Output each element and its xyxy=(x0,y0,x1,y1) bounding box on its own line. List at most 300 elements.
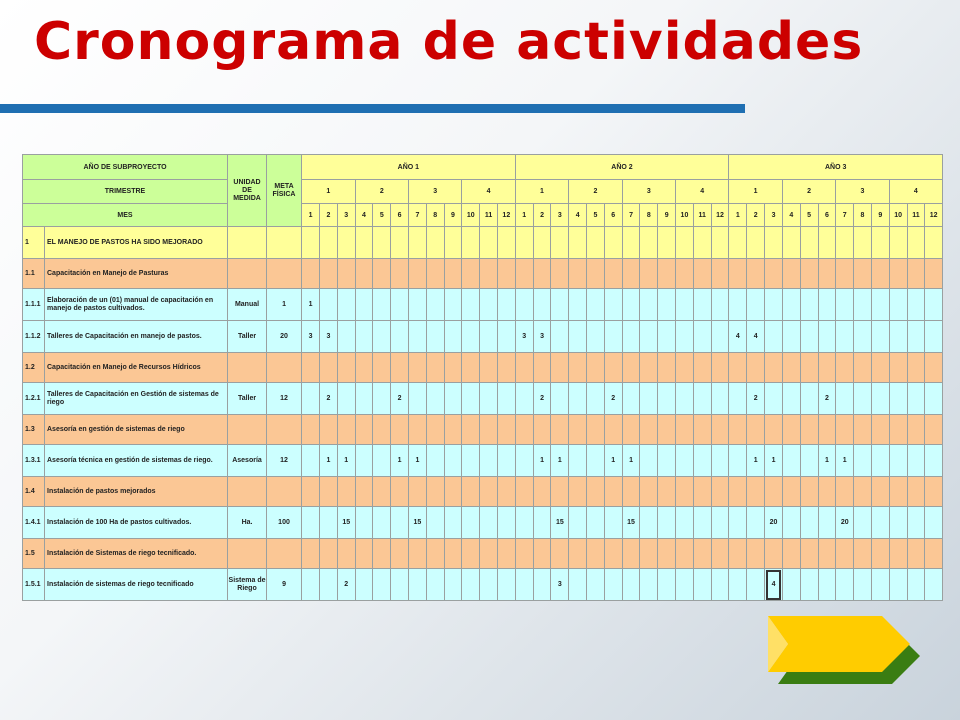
next-slide-button[interactable] xyxy=(764,612,924,688)
month-cell xyxy=(515,353,533,383)
month-cell xyxy=(658,259,676,289)
month-cell xyxy=(622,227,640,259)
month-cell xyxy=(854,415,872,445)
month-cell xyxy=(693,415,711,445)
month-cell xyxy=(907,445,925,477)
month-cell xyxy=(426,289,444,321)
month-cell xyxy=(782,289,800,321)
month-cell xyxy=(871,539,889,569)
month-cell xyxy=(640,477,658,507)
month-cell xyxy=(515,227,533,259)
month-cell xyxy=(729,569,747,601)
month-cell xyxy=(373,227,391,259)
header-month-number: 10 xyxy=(889,204,907,227)
month-cell xyxy=(551,539,569,569)
month-cell xyxy=(676,321,694,353)
month-cell xyxy=(907,507,925,539)
month-cell xyxy=(622,569,640,601)
month-cell xyxy=(747,507,765,539)
month-cell xyxy=(622,415,640,445)
month-cell: 1 xyxy=(622,445,640,477)
month-cell xyxy=(302,507,320,539)
month-cell xyxy=(889,383,907,415)
month-cell xyxy=(871,383,889,415)
month-cell xyxy=(800,289,818,321)
month-cell xyxy=(854,507,872,539)
month-cell xyxy=(676,507,694,539)
month-cell xyxy=(604,227,622,259)
row-unit xyxy=(228,415,267,445)
month-cell xyxy=(533,353,551,383)
month-cell xyxy=(889,227,907,259)
header-quarter-number: 1 xyxy=(515,180,569,204)
month-cell xyxy=(497,507,515,539)
header-month-number: 4 xyxy=(782,204,800,227)
month-cell xyxy=(320,227,338,259)
month-cell: 1 xyxy=(533,445,551,477)
row-goal xyxy=(267,259,302,289)
month-cell xyxy=(711,569,729,601)
month-cell xyxy=(658,507,676,539)
month-cell xyxy=(391,415,409,445)
month-cell xyxy=(693,289,711,321)
month-cell xyxy=(711,477,729,507)
month-cell xyxy=(551,477,569,507)
header-month-number: 11 xyxy=(907,204,925,227)
month-cell xyxy=(640,289,658,321)
month-cell xyxy=(676,445,694,477)
month-cell xyxy=(907,227,925,259)
month-cell xyxy=(871,353,889,383)
month-cell xyxy=(711,227,729,259)
month-cell xyxy=(854,289,872,321)
month-cell: 3 xyxy=(533,321,551,353)
row-goal: 1 xyxy=(267,289,302,321)
month-cell xyxy=(444,289,462,321)
month-cell xyxy=(569,445,587,477)
month-cell xyxy=(658,353,676,383)
month-cell xyxy=(391,321,409,353)
month-cell: 1 xyxy=(765,445,783,477)
month-cell xyxy=(462,227,480,259)
header-quarter-number: 1 xyxy=(302,180,356,204)
month-cell xyxy=(533,569,551,601)
month-cell xyxy=(676,383,694,415)
row-activity: Elaboración de un (01) manual de capacitación en manejo de pastos cultivados. xyxy=(45,289,228,321)
header-month-number: 5 xyxy=(373,204,391,227)
month-cell: 4 xyxy=(729,321,747,353)
month-cell: 1 xyxy=(551,445,569,477)
month-cell xyxy=(889,539,907,569)
month-cell xyxy=(925,227,943,259)
month-cell xyxy=(836,289,854,321)
month-cell xyxy=(587,383,605,415)
month-cell xyxy=(765,289,783,321)
month-cell xyxy=(604,477,622,507)
month-cell xyxy=(302,569,320,601)
row-unit: Taller xyxy=(228,383,267,415)
schedule-row xyxy=(23,477,943,507)
month-cell xyxy=(337,477,355,507)
month-cell: 3 xyxy=(320,321,338,353)
header-quarter-number: 2 xyxy=(569,180,622,204)
month-cell: 15 xyxy=(337,507,355,539)
month-cell xyxy=(854,259,872,289)
month-cell xyxy=(320,507,338,539)
month-cell xyxy=(426,353,444,383)
month-cell xyxy=(373,321,391,353)
month-cell xyxy=(391,569,409,601)
month-cell xyxy=(676,569,694,601)
month-cell xyxy=(569,289,587,321)
month-cell xyxy=(729,477,747,507)
schedule-row xyxy=(23,415,943,445)
month-cell xyxy=(569,353,587,383)
month-cell xyxy=(337,321,355,353)
month-cell xyxy=(426,507,444,539)
row-code: 1.5.1 xyxy=(23,569,45,601)
month-cell xyxy=(497,289,515,321)
schedule-row xyxy=(23,539,943,569)
month-cell: 2 xyxy=(818,383,836,415)
row-code: 1.1.2 xyxy=(23,321,45,353)
month-cell xyxy=(676,477,694,507)
month-cell xyxy=(658,383,676,415)
month-cell xyxy=(800,321,818,353)
month-cell xyxy=(818,259,836,289)
month-cell xyxy=(925,383,943,415)
month-cell xyxy=(854,321,872,353)
month-cell xyxy=(622,321,640,353)
month-cell: 20 xyxy=(765,507,783,539)
month-cell xyxy=(373,353,391,383)
month-cell xyxy=(391,227,409,259)
month-cell xyxy=(818,227,836,259)
month-cell xyxy=(533,415,551,445)
month-cell xyxy=(462,445,480,477)
month-cell xyxy=(604,507,622,539)
schedule-row xyxy=(23,569,943,601)
month-cell xyxy=(782,383,800,415)
month-cell xyxy=(729,539,747,569)
month-cell xyxy=(747,227,765,259)
header-month-number: 12 xyxy=(925,204,943,227)
month-cell xyxy=(337,353,355,383)
month-cell xyxy=(747,289,765,321)
slide-title: Cronograma de actividades xyxy=(34,12,864,72)
month-cell xyxy=(836,569,854,601)
month-cell: 2 xyxy=(604,383,622,415)
month-cell xyxy=(693,321,711,353)
month-cell xyxy=(818,321,836,353)
month-cell xyxy=(604,259,622,289)
month-cell xyxy=(640,507,658,539)
month-cell xyxy=(444,259,462,289)
month-cell xyxy=(800,569,818,601)
month-cell xyxy=(871,227,889,259)
month-cell xyxy=(925,321,943,353)
month-cell xyxy=(907,415,925,445)
month-cell xyxy=(836,383,854,415)
month-cell xyxy=(604,289,622,321)
header-year: AÑO 1 xyxy=(302,155,516,180)
month-cell xyxy=(729,289,747,321)
month-cell xyxy=(515,507,533,539)
month-cell xyxy=(871,569,889,601)
month-cell xyxy=(409,353,427,383)
header-month-number: 5 xyxy=(587,204,605,227)
month-cell xyxy=(480,353,498,383)
month-cell xyxy=(551,227,569,259)
header-month-number: 10 xyxy=(462,204,480,227)
month-cell xyxy=(889,259,907,289)
row-goal xyxy=(267,415,302,445)
month-cell xyxy=(497,445,515,477)
month-cell xyxy=(373,569,391,601)
month-cell xyxy=(587,539,605,569)
header-month-number: 3 xyxy=(765,204,783,227)
header-quarter-number: 3 xyxy=(409,180,462,204)
row-goal xyxy=(267,353,302,383)
month-cell xyxy=(871,321,889,353)
month-cell xyxy=(711,289,729,321)
month-cell xyxy=(444,445,462,477)
row-activity: Instalación de 100 Ha de pastos cultivados. xyxy=(45,507,228,539)
month-cell: 1 xyxy=(604,445,622,477)
month-cell xyxy=(569,259,587,289)
schedule-table xyxy=(22,154,940,592)
month-cell xyxy=(658,445,676,477)
month-cell: 1 xyxy=(409,445,427,477)
row-activity: EL MANEJO DE PASTOS HA SIDO MEJORADO xyxy=(45,227,228,259)
month-cell xyxy=(854,353,872,383)
month-cell xyxy=(854,227,872,259)
month-cell xyxy=(515,477,533,507)
month-cell xyxy=(373,259,391,289)
header-quarter-number: 1 xyxy=(729,180,783,204)
month-cell xyxy=(782,539,800,569)
row-unit: Taller xyxy=(228,321,267,353)
month-cell xyxy=(480,321,498,353)
month-cell xyxy=(782,259,800,289)
month-cell xyxy=(569,477,587,507)
month-cell xyxy=(355,477,373,507)
month-cell xyxy=(462,507,480,539)
month-cell xyxy=(711,383,729,415)
month-cell xyxy=(640,227,658,259)
schedule-row xyxy=(23,383,943,415)
month-cell xyxy=(693,353,711,383)
row-code: 1.1.1 xyxy=(23,289,45,321)
month-cell xyxy=(889,569,907,601)
month-cell xyxy=(907,321,925,353)
month-cell xyxy=(889,353,907,383)
header-unit: UNIDAD DE MEDIDA xyxy=(228,155,267,227)
month-cell xyxy=(497,227,515,259)
month-cell xyxy=(320,477,338,507)
header-month-number: 11 xyxy=(480,204,498,227)
month-cell xyxy=(818,539,836,569)
row-code: 1.3 xyxy=(23,415,45,445)
month-cell xyxy=(800,353,818,383)
month-cell xyxy=(569,539,587,569)
month-cell xyxy=(889,507,907,539)
row-code: 1.4.1 xyxy=(23,507,45,539)
month-cell xyxy=(836,415,854,445)
month-cell xyxy=(320,289,338,321)
month-cell xyxy=(925,259,943,289)
month-cell xyxy=(444,477,462,507)
month-cell xyxy=(818,289,836,321)
month-cell xyxy=(533,507,551,539)
month-cell xyxy=(765,477,783,507)
month-cell: 2 xyxy=(391,383,409,415)
month-cell xyxy=(587,507,605,539)
month-cell xyxy=(320,539,338,569)
month-cell xyxy=(782,445,800,477)
month-cell xyxy=(907,383,925,415)
month-cell xyxy=(693,539,711,569)
month-cell xyxy=(497,383,515,415)
month-cell xyxy=(533,227,551,259)
row-unit: Ha. xyxy=(228,507,267,539)
header-year: AÑO 2 xyxy=(515,155,729,180)
month-cell xyxy=(587,227,605,259)
month-cell xyxy=(658,539,676,569)
month-cell xyxy=(302,259,320,289)
header-month-number: 3 xyxy=(551,204,569,227)
month-cell xyxy=(515,539,533,569)
header-month-number: 2 xyxy=(533,204,551,227)
month-cell xyxy=(551,259,569,289)
month-cell xyxy=(693,445,711,477)
header-month-number: 12 xyxy=(711,204,729,227)
month-cell xyxy=(373,383,391,415)
month-cell xyxy=(302,353,320,383)
month-cell xyxy=(765,353,783,383)
month-cell xyxy=(676,227,694,259)
month-cell xyxy=(658,569,676,601)
header-quarter-number: 3 xyxy=(622,180,675,204)
month-cell xyxy=(444,383,462,415)
month-cell xyxy=(836,321,854,353)
header-month-number: 6 xyxy=(604,204,622,227)
month-cell xyxy=(302,415,320,445)
month-cell xyxy=(854,383,872,415)
row-code: 1.2.1 xyxy=(23,383,45,415)
month-cell xyxy=(640,259,658,289)
month-cell xyxy=(836,259,854,289)
month-cell xyxy=(497,415,515,445)
month-cell xyxy=(800,259,818,289)
month-cell xyxy=(622,259,640,289)
header-quarter-number: 3 xyxy=(836,180,889,204)
month-cell xyxy=(480,507,498,539)
month-cell xyxy=(373,539,391,569)
month-cell xyxy=(480,477,498,507)
month-cell xyxy=(871,415,889,445)
month-cell xyxy=(426,259,444,289)
header-month-number: 8 xyxy=(640,204,658,227)
month-cell xyxy=(658,477,676,507)
month-cell: 4 xyxy=(765,569,783,601)
month-cell xyxy=(765,383,783,415)
month-cell: 3 xyxy=(551,569,569,601)
month-cell xyxy=(444,227,462,259)
month-cell xyxy=(729,353,747,383)
month-cell xyxy=(480,445,498,477)
month-cell xyxy=(604,539,622,569)
header-quarter-number: 4 xyxy=(462,180,515,204)
month-cell xyxy=(729,259,747,289)
month-cell xyxy=(551,321,569,353)
month-cell xyxy=(604,415,622,445)
month-cell xyxy=(587,259,605,289)
month-cell xyxy=(747,477,765,507)
month-cell xyxy=(854,445,872,477)
row-activity: Talleres de Capacitación en manejo de pastos. xyxy=(45,321,228,353)
month-cell xyxy=(355,415,373,445)
row-code: 1.1 xyxy=(23,259,45,289)
month-cell xyxy=(907,569,925,601)
month-cell xyxy=(889,415,907,445)
month-cell xyxy=(337,415,355,445)
row-goal: 12 xyxy=(267,445,302,477)
month-cell xyxy=(658,415,676,445)
row-goal: 9 xyxy=(267,569,302,601)
month-cell xyxy=(889,445,907,477)
month-cell xyxy=(622,539,640,569)
header-quarter-number: 2 xyxy=(355,180,408,204)
month-cell xyxy=(337,383,355,415)
month-cell xyxy=(622,383,640,415)
month-cell xyxy=(302,539,320,569)
month-cell xyxy=(640,353,658,383)
month-cell xyxy=(373,477,391,507)
row-code: 1.2 xyxy=(23,353,45,383)
month-cell xyxy=(800,507,818,539)
month-cell xyxy=(925,569,943,601)
month-cell xyxy=(640,569,658,601)
month-cell xyxy=(355,353,373,383)
month-cell xyxy=(871,507,889,539)
month-cell xyxy=(587,477,605,507)
month-cell xyxy=(320,353,338,383)
month-cell xyxy=(711,321,729,353)
month-cell xyxy=(658,289,676,321)
month-cell xyxy=(569,415,587,445)
month-cell xyxy=(711,539,729,569)
month-cell xyxy=(355,289,373,321)
month-cell xyxy=(515,569,533,601)
month-cell xyxy=(551,383,569,415)
row-activity: Capacitación en Manejo de Pasturas xyxy=(45,259,228,289)
month-cell xyxy=(480,227,498,259)
month-cell xyxy=(711,415,729,445)
month-cell: 2 xyxy=(533,383,551,415)
month-cell xyxy=(676,415,694,445)
month-cell xyxy=(889,321,907,353)
month-cell xyxy=(355,507,373,539)
month-cell xyxy=(693,383,711,415)
header-goal: META FÍSICA xyxy=(267,155,302,227)
row-unit xyxy=(228,539,267,569)
month-cell xyxy=(604,353,622,383)
month-cell xyxy=(569,383,587,415)
month-cell xyxy=(818,477,836,507)
month-cell xyxy=(355,445,373,477)
month-cell xyxy=(765,321,783,353)
